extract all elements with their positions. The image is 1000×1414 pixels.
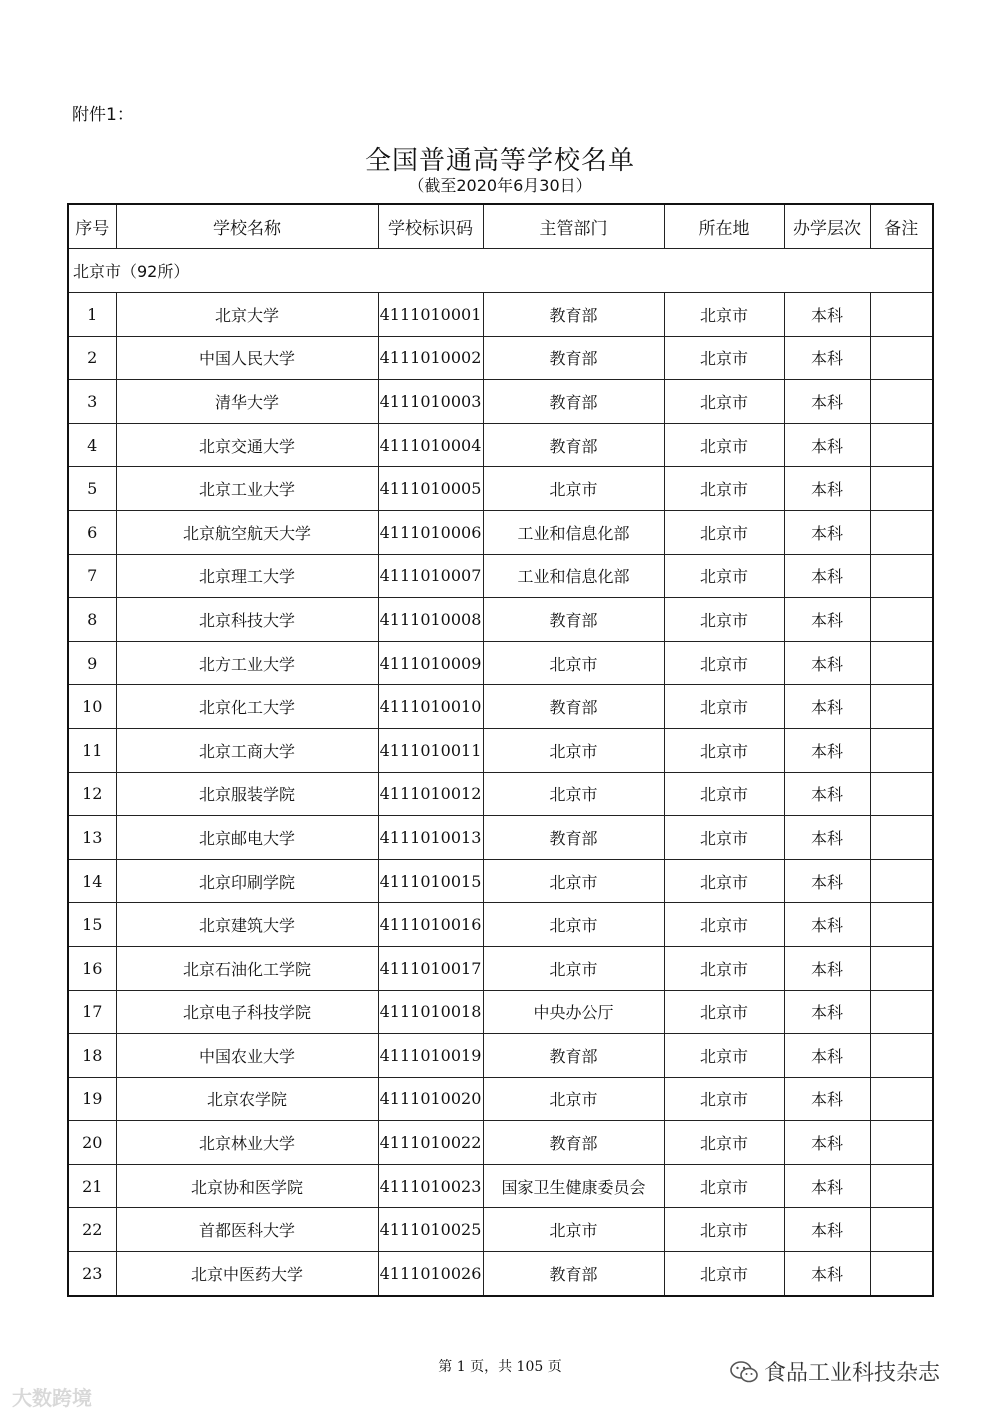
page-footer: 第 1 页，共 105 页: [438, 1359, 562, 1375]
location-cell: 北京市: [664, 423, 784, 467]
school-name-cell: 中国农业大学: [116, 1034, 378, 1078]
row-number-cell: 14: [68, 859, 116, 903]
table-row: [68, 728, 933, 772]
school-name-cell: 北京服装学院: [116, 772, 378, 816]
education-level-cell: 本科: [784, 685, 870, 729]
education-level-cell: 本科: [784, 1208, 870, 1252]
attachment-label: 附件1：: [72, 105, 134, 125]
row-number-cell: 6: [68, 510, 116, 554]
education-level-cell: 本科: [784, 380, 870, 424]
column-header: 学校名称: [116, 204, 378, 249]
supervising-dept-cell: 教育部: [483, 336, 664, 380]
school-code-cell: 4111010010: [378, 685, 483, 729]
school-name-cell: 北京化工大学: [116, 685, 378, 729]
school-code-cell: 4111010011: [378, 728, 483, 772]
document-title: 全国普通高等学校名单: [364, 146, 635, 176]
location-cell: 北京市: [664, 685, 784, 729]
supervising-dept-cell: 教育部: [483, 1121, 664, 1165]
table-row: [68, 1252, 933, 1296]
column-header: 序号: [68, 204, 116, 249]
table-row: [68, 1121, 933, 1165]
school-code-cell: 4111010015: [378, 859, 483, 903]
school-code-cell: 4111010009: [378, 641, 483, 685]
group-row: [68, 249, 933, 293]
row-number-cell: 9: [68, 641, 116, 685]
remarks-cell: [870, 816, 933, 860]
school-code-cell: 4111010004: [378, 423, 483, 467]
school-code-cell: 4111010020: [378, 1077, 483, 1121]
supervising-dept-cell: 北京市: [483, 946, 664, 990]
education-level-cell: 本科: [784, 1034, 870, 1078]
table-row: [68, 946, 933, 990]
supervising-dept-cell: 国家卫生健康委员会: [483, 1164, 664, 1208]
location-cell: 北京市: [664, 946, 784, 990]
school-name-cell: 清华大学: [116, 380, 378, 424]
table-row: [68, 1164, 933, 1208]
location-cell: 北京市: [664, 1252, 784, 1296]
row-number-cell: 20: [68, 1121, 116, 1165]
supervising-dept-cell: 中央办公厅: [483, 990, 664, 1034]
column-header: 所在地: [664, 204, 784, 249]
education-level-cell: 本科: [784, 990, 870, 1034]
location-cell: 北京市: [664, 641, 784, 685]
education-level-cell: 本科: [784, 336, 870, 380]
supervising-dept-cell: 北京市: [483, 772, 664, 816]
location-cell: 北京市: [664, 1208, 784, 1252]
education-level-cell: 本科: [784, 510, 870, 554]
school-code-cell: 4111010007: [378, 554, 483, 598]
school-name-cell: 北京电子科技学院: [116, 990, 378, 1034]
table-row: [68, 641, 933, 685]
watermark-right: [730, 1356, 940, 1387]
remarks-cell: [870, 1077, 933, 1121]
school-code-cell: 4111010022: [378, 1121, 483, 1165]
row-number-cell: 23: [68, 1252, 116, 1296]
location-cell: 北京市: [664, 467, 784, 511]
row-number-cell: 21: [68, 1164, 116, 1208]
education-level-cell: 本科: [784, 467, 870, 511]
location-cell: 北京市: [664, 1164, 784, 1208]
school-name-cell: 北京印刷学院: [116, 859, 378, 903]
school-name-cell: 北京航空航天大学: [116, 510, 378, 554]
school-code-cell: 4111010018: [378, 990, 483, 1034]
school-code-cell: 4111010019: [378, 1034, 483, 1078]
location-cell: 北京市: [664, 990, 784, 1034]
table-row: [68, 1034, 933, 1078]
row-number-cell: 17: [68, 990, 116, 1034]
remarks-cell: [870, 423, 933, 467]
supervising-dept-cell: 教育部: [483, 380, 664, 424]
supervising-dept-cell: 教育部: [483, 685, 664, 729]
group-label: 北京市（92所）: [68, 249, 933, 293]
remarks-cell: [870, 990, 933, 1034]
remarks-cell: [870, 554, 933, 598]
location-cell: 北京市: [664, 293, 784, 337]
table-row: [68, 772, 933, 816]
school-code-cell: 4111010016: [378, 903, 483, 947]
row-number-cell: 8: [68, 598, 116, 642]
school-name-cell: 北京理工大学: [116, 554, 378, 598]
school-code-cell: 4111010012: [378, 772, 483, 816]
school-code-cell: 4111010001: [378, 293, 483, 337]
table-row: [68, 685, 933, 729]
table-header-row: [68, 204, 933, 249]
location-cell: 北京市: [664, 598, 784, 642]
supervising-dept-cell: 教育部: [483, 293, 664, 337]
remarks-cell: [870, 380, 933, 424]
school-name-cell: 北京建筑大学: [116, 903, 378, 947]
school-name-cell: 北京交通大学: [116, 423, 378, 467]
table-row: [68, 467, 933, 511]
location-cell: 北京市: [664, 728, 784, 772]
school-name-cell: 首都医科大学: [116, 1208, 378, 1252]
row-number-cell: 22: [68, 1208, 116, 1252]
education-level-cell: 本科: [784, 1121, 870, 1165]
supervising-dept-cell: 教育部: [483, 423, 664, 467]
location-cell: 北京市: [664, 510, 784, 554]
remarks-cell: [870, 772, 933, 816]
school-code-cell: 4111010008: [378, 598, 483, 642]
school-name-cell: 北京石油化工学院: [116, 946, 378, 990]
table-row: [68, 990, 933, 1034]
education-level-cell: 本科: [784, 816, 870, 860]
remarks-cell: [870, 946, 933, 990]
education-level-cell: 本科: [784, 1252, 870, 1296]
remarks-cell: [870, 859, 933, 903]
location-cell: 北京市: [664, 380, 784, 424]
supervising-dept-cell: 教育部: [483, 598, 664, 642]
column-header: 学校标识码: [378, 204, 483, 249]
school-name-cell: 北京科技大学: [116, 598, 378, 642]
table-row: [68, 1208, 933, 1252]
table-row: [68, 293, 933, 337]
supervising-dept-cell: 北京市: [483, 728, 664, 772]
school-name-cell: 北京工商大学: [116, 728, 378, 772]
row-number-cell: 3: [68, 380, 116, 424]
remarks-cell: [870, 1121, 933, 1165]
supervising-dept-cell: 北京市: [483, 641, 664, 685]
remarks-cell: [870, 903, 933, 947]
school-code-cell: 4111010013: [378, 816, 483, 860]
education-level-cell: 本科: [784, 1164, 870, 1208]
supervising-dept-cell: 教育部: [483, 1034, 664, 1078]
education-level-cell: 本科: [784, 293, 870, 337]
school-code-cell: 4111010026: [378, 1252, 483, 1296]
supervising-dept-cell: 北京市: [483, 1208, 664, 1252]
table-row: [68, 423, 933, 467]
school-code-cell: 4111010005: [378, 467, 483, 511]
row-number-cell: 2: [68, 336, 116, 380]
remarks-cell: [870, 598, 933, 642]
supervising-dept-cell: 北京市: [483, 467, 664, 511]
remarks-cell: [870, 510, 933, 554]
school-name-cell: 北京工业大学: [116, 467, 378, 511]
school-code-cell: 4111010023: [378, 1164, 483, 1208]
school-code-cell: 4111010003: [378, 380, 483, 424]
remarks-cell: [870, 467, 933, 511]
school-name-cell: 北京林业大学: [116, 1121, 378, 1165]
row-number-cell: 13: [68, 816, 116, 860]
row-number-cell: 16: [68, 946, 116, 990]
education-level-cell: 本科: [784, 903, 870, 947]
row-number-cell: 18: [68, 1034, 116, 1078]
table-row: [68, 598, 933, 642]
supervising-dept-cell: 北京市: [483, 903, 664, 947]
education-level-cell: 本科: [784, 859, 870, 903]
location-cell: 北京市: [664, 772, 784, 816]
education-level-cell: 本科: [784, 641, 870, 685]
row-number-cell: 15: [68, 903, 116, 947]
remarks-cell: [870, 1034, 933, 1078]
supervising-dept-cell: 北京市: [483, 859, 664, 903]
remarks-cell: [870, 293, 933, 337]
school-code-cell: 4111010017: [378, 946, 483, 990]
location-cell: 北京市: [664, 816, 784, 860]
row-number-cell: 5: [68, 467, 116, 511]
table-row: [68, 380, 933, 424]
row-number-cell: 1: [68, 293, 116, 337]
row-number-cell: 10: [68, 685, 116, 729]
location-cell: 北京市: [664, 554, 784, 598]
supervising-dept-cell: 工业和信息化部: [483, 554, 664, 598]
education-level-cell: 本科: [784, 946, 870, 990]
school-name-cell: 北京农学院: [116, 1077, 378, 1121]
table-row: [68, 1077, 933, 1121]
location-cell: 北京市: [664, 859, 784, 903]
education-level-cell: 本科: [784, 1077, 870, 1121]
school-name-cell: 中国人民大学: [116, 336, 378, 380]
school-name-cell: 北方工业大学: [116, 641, 378, 685]
school-code-cell: 4111010006: [378, 510, 483, 554]
location-cell: 北京市: [664, 1121, 784, 1165]
location-cell: 北京市: [664, 336, 784, 380]
supervising-dept-cell: 教育部: [483, 816, 664, 860]
university-table: [67, 203, 934, 1297]
table-row: [68, 554, 933, 598]
remarks-cell: [870, 1164, 933, 1208]
school-code-cell: 4111010025: [378, 1208, 483, 1252]
table-row: [68, 336, 933, 380]
remarks-cell: [870, 685, 933, 729]
column-header: 主管部门: [483, 204, 664, 249]
school-name-cell: 北京协和医学院: [116, 1164, 378, 1208]
row-number-cell: 7: [68, 554, 116, 598]
remarks-cell: [870, 1208, 933, 1252]
supervising-dept-cell: 教育部: [483, 1252, 664, 1296]
education-level-cell: 本科: [784, 772, 870, 816]
table-row: [68, 859, 933, 903]
column-header: 备注: [870, 204, 933, 249]
table-row: [68, 510, 933, 554]
row-number-cell: 11: [68, 728, 116, 772]
education-level-cell: 本科: [784, 598, 870, 642]
remarks-cell: [870, 728, 933, 772]
table-row: [68, 903, 933, 947]
location-cell: 北京市: [664, 1034, 784, 1078]
education-level-cell: 本科: [784, 423, 870, 467]
table-row: [68, 816, 933, 860]
row-number-cell: 12: [68, 772, 116, 816]
supervising-dept-cell: 工业和信息化部: [483, 510, 664, 554]
wechat-icon: [730, 1361, 758, 1383]
school-name-cell: 北京邮电大学: [116, 816, 378, 860]
education-level-cell: 本科: [784, 554, 870, 598]
document-subtitle: （截至2020年6月30日）: [408, 176, 592, 195]
school-name-cell: 北京大学: [116, 293, 378, 337]
remarks-cell: [870, 1252, 933, 1296]
location-cell: 北京市: [664, 1077, 784, 1121]
remarks-cell: [870, 641, 933, 685]
education-level-cell: 本科: [784, 728, 870, 772]
supervising-dept-cell: 北京市: [483, 1077, 664, 1121]
school-code-cell: 4111010002: [378, 336, 483, 380]
location-cell: 北京市: [664, 903, 784, 947]
row-number-cell: 19: [68, 1077, 116, 1121]
watermark-right-text: 食品工业科技杂志: [764, 1361, 941, 1386]
row-number-cell: 4: [68, 423, 116, 467]
remarks-cell: [870, 336, 933, 380]
watermark-left: 大数跨境: [12, 1386, 92, 1410]
column-header: 办学层次: [784, 204, 870, 249]
school-name-cell: 北京中医药大学: [116, 1252, 378, 1296]
